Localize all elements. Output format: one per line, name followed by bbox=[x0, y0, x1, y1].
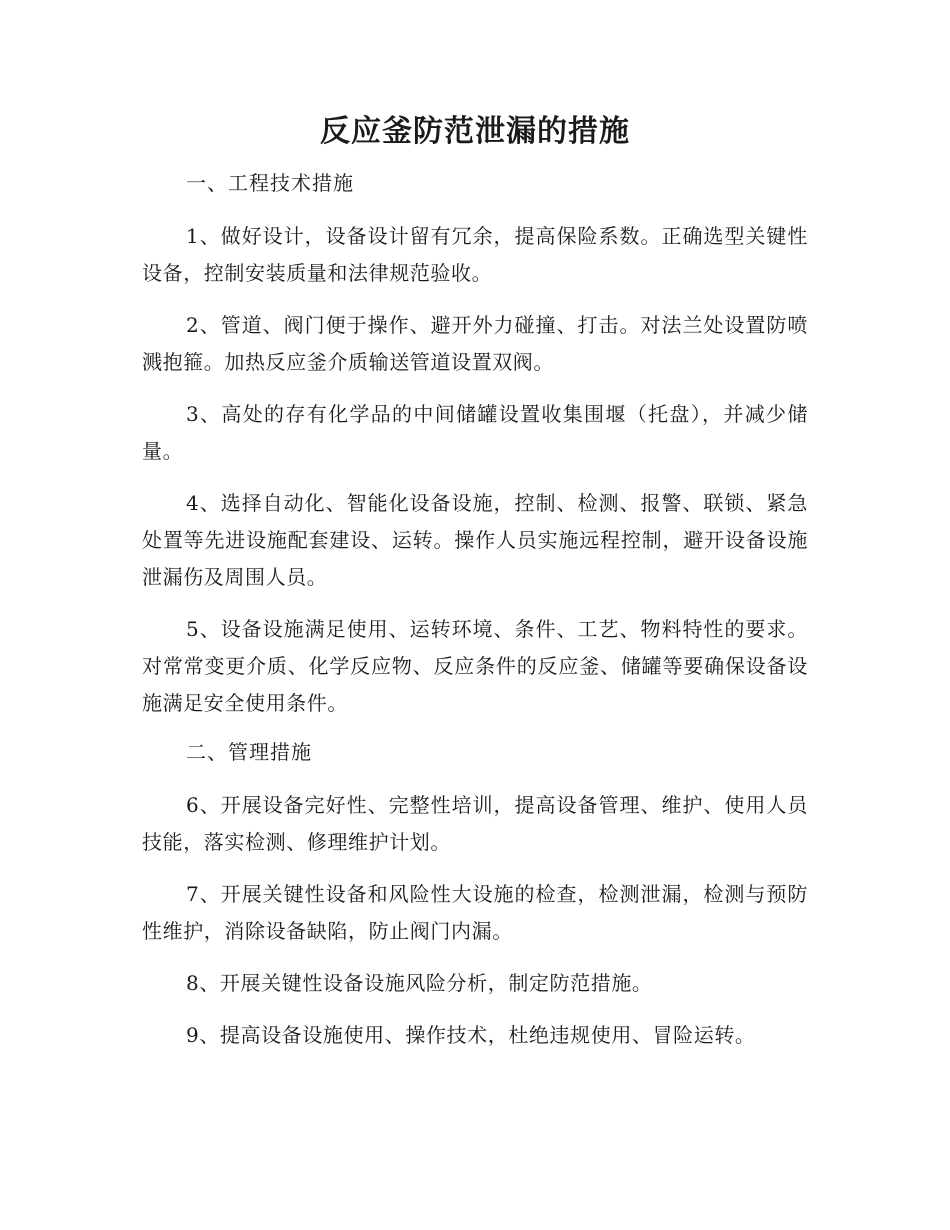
paragraph-item-2: 2、管道、阀门便于操作、避开外力碰撞、打击。对法兰处设置防喷溅抱箍。加热反应釜介质输送管道设置双阀。 bbox=[142, 313, 808, 374]
paragraph-item-1: 1、做好设计，设备设计留有冗余，提高保险系数。正确选型关键性设备，控制安装质量和法律规范验收。 bbox=[142, 224, 808, 285]
paragraph-item-3: 3、高处的存有化学品的中间储罐设置收集围堰（托盘），并减少储量。 bbox=[142, 402, 808, 463]
section-heading-engineering: 一、工程技术措施 bbox=[186, 171, 354, 195]
paragraph-item-6: 6、开展设备完好性、完整性培训，提高设备管理、维护、使用人员技能，落实检测、修理维护计划。 bbox=[142, 793, 808, 854]
section-heading-management: 二、管理措施 bbox=[186, 740, 312, 764]
paragraph-item-7: 7、开展关键性设备和风险性大设施的检查，检测泄漏，检测与预防性维护，消除设备缺陷，防止阀门内漏。 bbox=[142, 882, 808, 943]
paragraph-item-5: 5、设备设施满足使用、运转环境、条件、工艺、物料特性的要求。对常常变更介质、化学反应物、反应条件的反应釜、储罐等要确保设备设施满足安全使用条件。 bbox=[142, 617, 808, 715]
paragraph-item-9: 9、提高设备设施使用、操作技术，杜绝违规使用、冒险运转。 bbox=[186, 1023, 756, 1047]
paragraph-item-8: 8、开展关键性设备设施风险分析，制定防范措施。 bbox=[186, 971, 653, 995]
document-body bbox=[142, 168, 808, 1069]
paragraph-item-4: 4、选择自动化、智能化设备设施，控制、检测、报警、联锁、紧急处置等先进设施配套建设、运转。操作人员实施远程控制，避开设备设施泄漏伤及周围人员。 bbox=[142, 491, 808, 589]
document-title: 反应釜防范泄漏的措施 bbox=[320, 114, 630, 149]
